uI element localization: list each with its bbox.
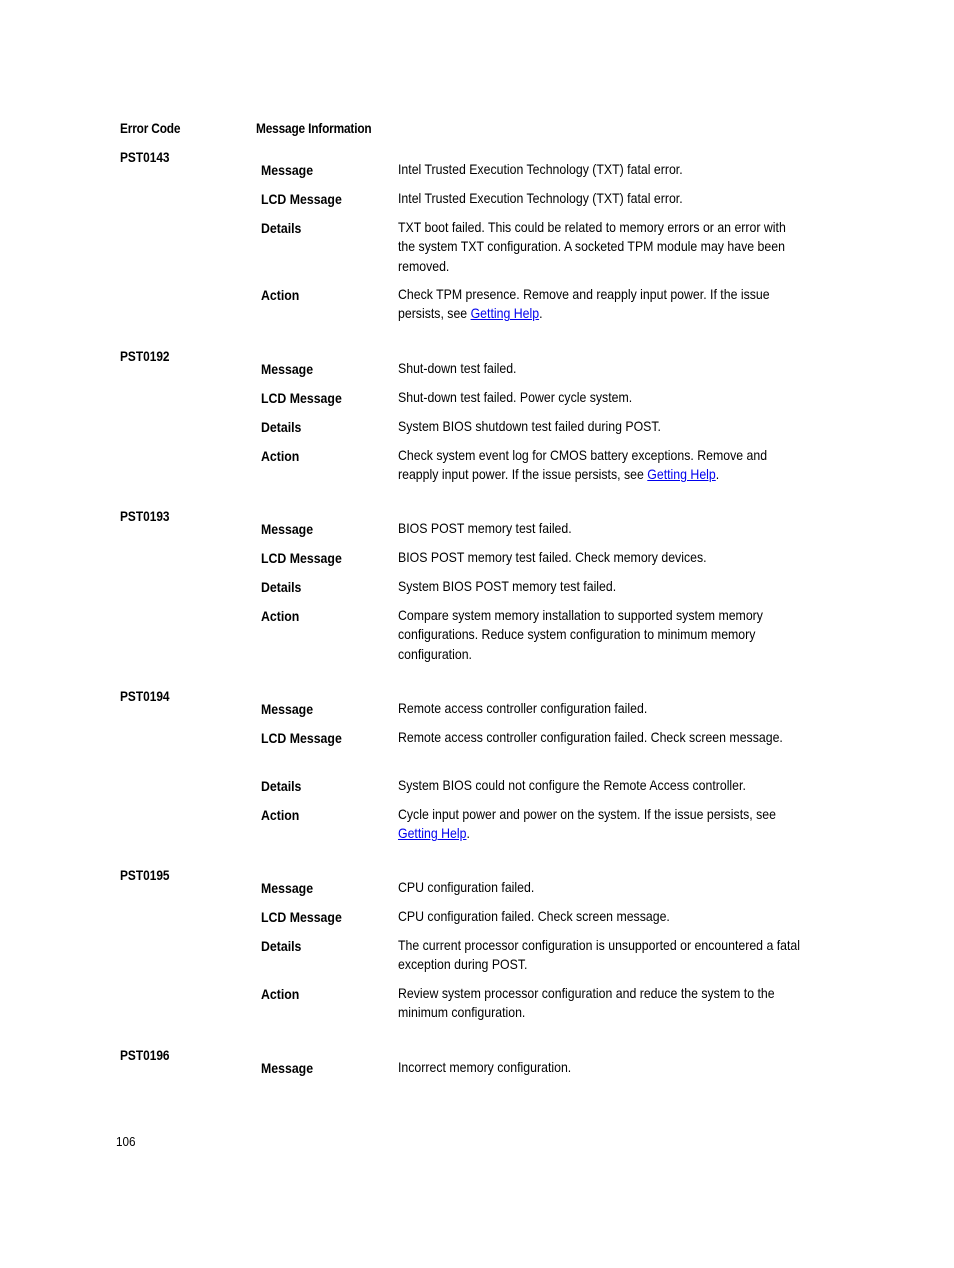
lcd-message-label: LCD Message: [261, 730, 342, 746]
message-label: Message: [261, 1060, 314, 1076]
message-label: Message: [261, 880, 314, 896]
details-label: Details: [261, 220, 302, 236]
lcd-message-text: CPU configuration failed. Check screen message.: [398, 908, 670, 924]
lcd-message-label: LCD Message: [261, 550, 342, 566]
lcd-message-text: Remote access controller configuration failed. Check screen message.: [398, 729, 783, 745]
column-header-message-information: Message Information: [256, 121, 372, 136]
lcd-message-text: Intel Trusted Execution Technology (TXT) fatal error.: [398, 190, 683, 206]
details-text: System BIOS could not configure the Remote Access controller.: [398, 777, 746, 793]
message-label: Message: [261, 701, 314, 717]
details-text: System BIOS shutdown test failed during POST.: [398, 418, 661, 434]
action-text: [398, 805, 803, 844]
action-text-before-link: Check system event log for CMOS battery exceptions. Remove and reapply input power. If the issue persists, see: [398, 447, 768, 483]
action-label: Action: [261, 807, 300, 823]
message-text: Shut-down test failed.: [398, 360, 517, 376]
getting-help-link[interactable]: Getting Help: [647, 466, 716, 483]
getting-help-link[interactable]: Getting Help: [470, 305, 540, 322]
details-label: Details: [261, 778, 302, 794]
details-label: Details: [261, 938, 302, 954]
details-text: System BIOS POST memory test failed.: [398, 578, 617, 594]
action-text-after-link: .: [539, 305, 543, 322]
message-label: Message: [261, 361, 314, 377]
message-text: Remote access controller configuration failed.: [398, 700, 648, 716]
action-label: Action: [261, 448, 300, 464]
details-label: Details: [261, 579, 302, 595]
action-text-before-link: Cycle input power and power on the system. If the issue persists, see: [398, 806, 777, 822]
action-text-after-link: .: [715, 466, 720, 483]
error-code: PST0143: [120, 150, 170, 165]
error-code: PST0196: [120, 1048, 170, 1063]
error-code: PST0195: [120, 868, 170, 883]
lcd-message-text: BIOS POST memory test failed. Check memory devices.: [398, 549, 707, 565]
action-text: [398, 285, 803, 324]
action-label: Action: [261, 287, 300, 303]
page-number: 106: [116, 1134, 136, 1149]
lcd-message-text: Shut-down test failed. Power cycle system.: [398, 389, 633, 405]
action-label: Action: [261, 608, 300, 624]
message-label: Message: [261, 162, 314, 178]
lcd-message-label: LCD Message: [261, 909, 342, 925]
getting-help-link[interactable]: Getting Help: [398, 825, 467, 842]
error-code: PST0194: [120, 689, 170, 704]
message-text: Incorrect memory configuration.: [398, 1059, 572, 1075]
action-label: Action: [261, 986, 300, 1002]
error-code: PST0193: [120, 509, 170, 524]
message-text: BIOS POST memory test failed.: [398, 520, 572, 536]
details-text: The current processor configuration is unsupported or encountered a fatal exception during POST.: [398, 937, 801, 973]
message-text: Intel Trusted Execution Technology (TXT) fatal error.: [398, 161, 683, 177]
message-label: Message: [261, 521, 314, 537]
lcd-message-label: LCD Message: [261, 390, 342, 406]
message-text: CPU configuration failed.: [398, 879, 535, 895]
action-text-before-link: Check TPM presence. Remove and reapply input power. If the issue persists, see: [398, 286, 770, 322]
details-label: Details: [261, 419, 302, 435]
column-header-error-code: Error Code: [120, 121, 181, 136]
error-code: PST0192: [120, 349, 170, 364]
lcd-message-label: LCD Message: [261, 191, 342, 207]
action-text-after-link: .: [466, 825, 470, 842]
action-text: Compare system memory installation to supported system memory configurations. Reduce system configuration to minimum memory configuration.: [398, 607, 763, 662]
details-text: TXT boot failed. This could be related to memory errors or an error with the system TXT configuration. A socketed TPM module may have been removed.: [398, 219, 786, 274]
action-text: Review system processor configuration and reduce the system to the minimum configuration.: [398, 985, 775, 1021]
action-text: [398, 446, 803, 485]
